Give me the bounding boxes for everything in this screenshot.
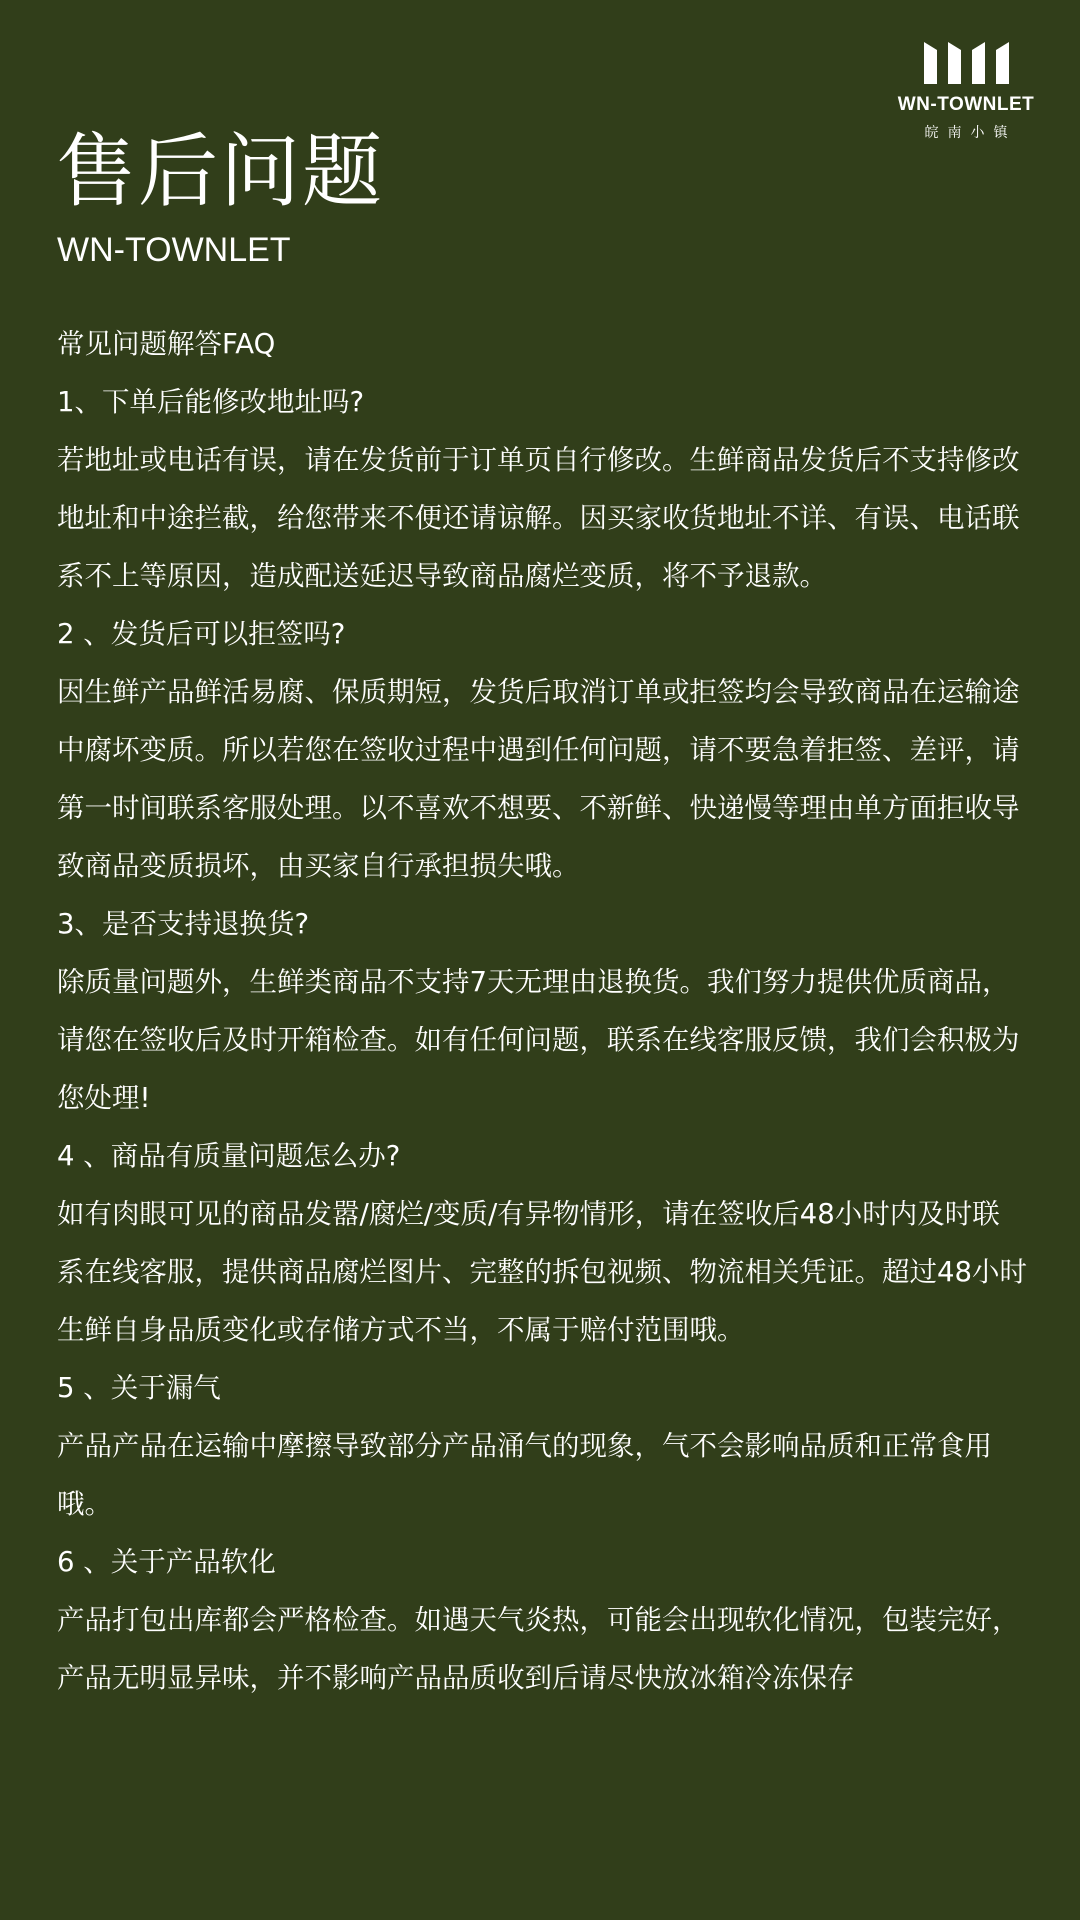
logo-subtext: 皖南小镇 bbox=[924, 125, 1017, 141]
faq-question-2: 2 、发货后可以拒签吗? bbox=[57, 618, 346, 650]
faq-question-3: 3、是否支持退换货? bbox=[57, 908, 310, 940]
faq-answer-1: 若地址或电话有误，请在发货前于订单页自行修改。生鲜商品发货后不支持修改地址和中途拦截，给您带来不便还请谅解。因买家收货地址不详、有误、电话联系不上等原因，造成配送延迟导致商品腐烂变质，将不予退款。 bbox=[57, 444, 1020, 592]
logo-text: WN-TOWNLET bbox=[897, 94, 1035, 115]
faq-answer-4: 如有肉眼可见的商品发嚣/腐烂/变质/有异物情形，请在签收后48小时内及时联系在线客服，提供商品腐烂图片、完整的拆包视频、物流相关凭证。超过48小时生鲜自身品质变化或存储方式不当，不属于赔付范围哦。 bbox=[57, 1198, 1027, 1346]
faq-question-1: 1、下单后能修改地址吗? bbox=[57, 386, 365, 418]
faq-answer-2: 因生鲜产品鲜活易腐、保质期短，发货后取消订单或拒签均会导致商品在运输途中腐坏变质。所以若您在签收过程中遇到任何问题，请不要急着拒签、差评，请第一时间联系客服处理。以不喜欢不想要、不新鲜、快递慢等理由单方面拒收导致商品变质损坏，由买家自行承担损失哦。 bbox=[57, 676, 1020, 882]
faq-question-5: 5 、关于漏气 bbox=[57, 1372, 221, 1404]
faq-answer-6: 产品打包出库都会严格检查。如遇天气炎热，可能会出现软化情况，包装完好，产品无明显异味，并不影响产品品质收到后请尽快放冰箱冷冻保存 bbox=[57, 1604, 1020, 1694]
faq-question-6: 6 、关于产品软化 bbox=[57, 1546, 276, 1578]
faq-answer-3: 除质量问题外，生鲜类商品不支持7天无理由退换货。我们努力提供优质商品，请您在签收后及时开箱检查。如有任何问题，联系在线客服反馈，我们会积极为您处理! bbox=[57, 966, 1020, 1114]
faq-answer-5: 产品产品在运输中摩擦导致部分产品涌气的现象，气不会影响品质和正常食用哦。 bbox=[57, 1430, 992, 1520]
page-subtitle: WN-TOWNLET bbox=[57, 231, 291, 269]
faq-heading: 常见问题解答FAQ bbox=[57, 328, 276, 360]
brand-logo bbox=[896, 40, 1036, 142]
faq-section bbox=[57, 315, 1027, 1707]
faq-question-4: 4 、商品有质量问题怎么办? bbox=[57, 1140, 401, 1172]
logo-mark-icon bbox=[920, 40, 1012, 86]
page-title: 售后问题 bbox=[56, 125, 384, 218]
